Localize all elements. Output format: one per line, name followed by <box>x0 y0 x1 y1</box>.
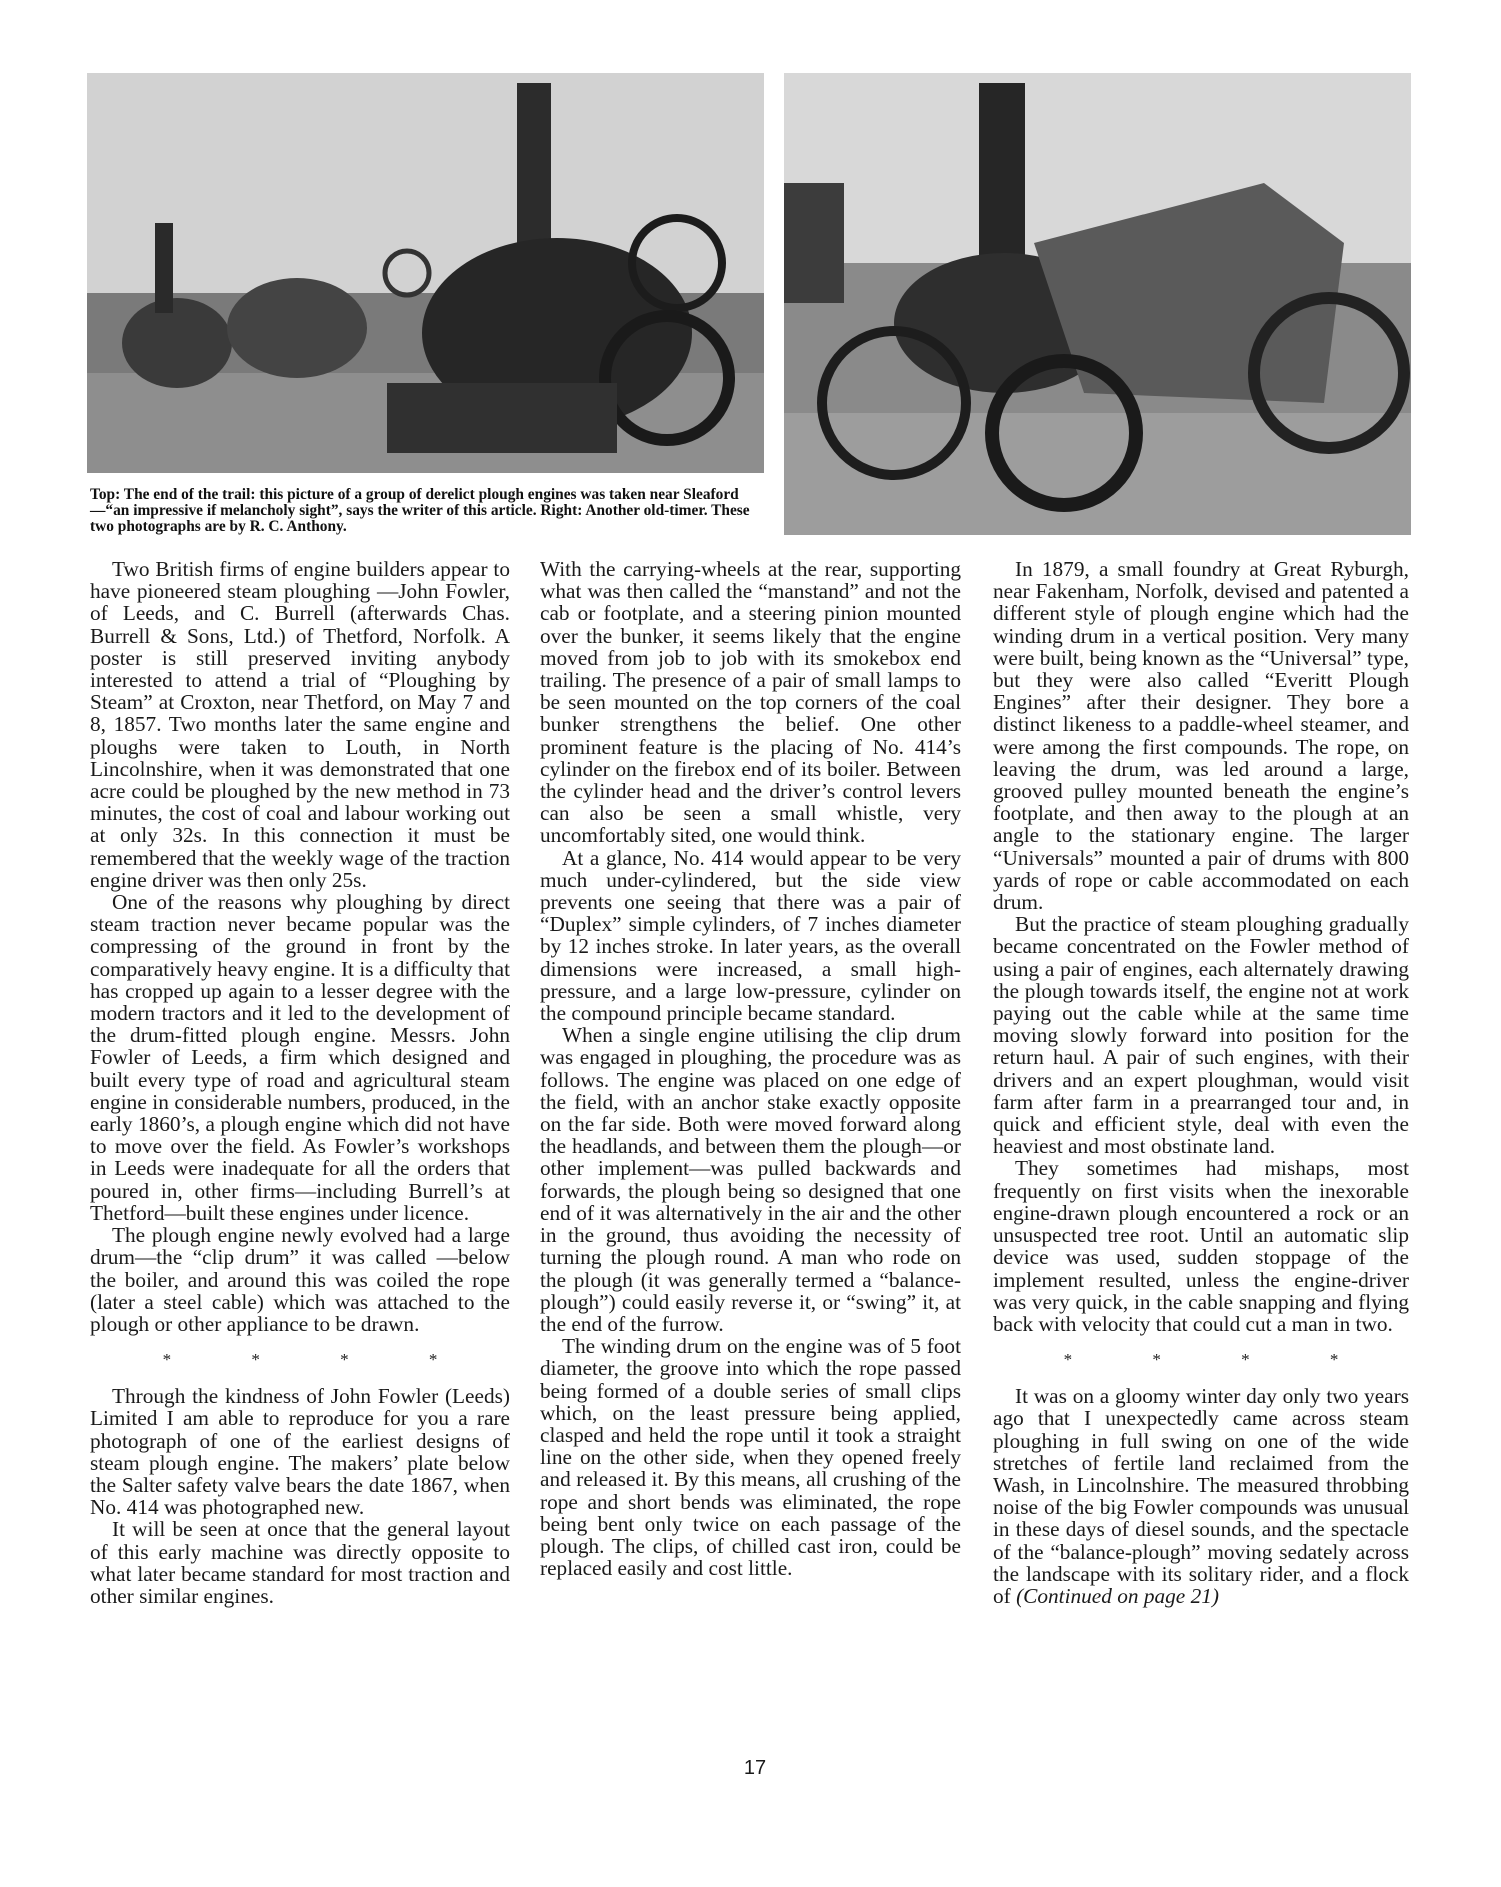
section-break-stars: * * * * <box>162 1350 476 1370</box>
paragraph: Two British firms of engine builders appear to have pioneered steam ploughing —John Fowler, of Leeds, and C. Burrell (afterwards Chas. Burrell & Sons, Ltd.) of Thetford, Norfolk. A poster is still preserved inviting anybody interested to attend a trial of “Ploughing by Steam” at Croxton, near Thetford, on May 7 and 8, 1857. Two months later the same engine and ploughs were taken to Louth, in North Lincolnshire, when it was demonstrated that one acre could be ploughed by the new method in 73 minutes, the cost of coal and labour working out at only 32s. In this connection it must be remembered that the weekly wage of the traction engine driver was then only 25s. <box>90 557 510 892</box>
caption-text-top: The end of the trail: this picture of a group of derelict plough engines was taken near Sleaford—“an impressive if melancholy sight”, says the writer of this article. <box>90 486 739 519</box>
article-column-3 <box>993 558 1409 1607</box>
caption-lead-right: Right: <box>536 502 583 519</box>
paragraph: They sometimes had mishaps, most frequently on first visits when the inexorable engine-drawn plough encountered a rock or an unsuspected tree root. Until an automatic slip device was used, sudden stoppage of the implement resulted, unless the engine-driver was very quick, in the cable snapping and flying back with velocity that could cut a man in two. <box>993 1156 1409 1336</box>
caption-text-right: Another old-timer. These two photographs are by R. C. Anthony. <box>90 502 750 535</box>
paragraph: It will be seen at once that the general layout of this early machine was directly opposite to what later became standard for most traction and other similar engines. <box>90 1517 510 1608</box>
paragraph <box>993 1385 1409 1607</box>
paragraph: The winding drum on the engine was of 5 foot diameter, the groove into which the rope passed being formed of a double series of small clips which, on the least pressure being applied, clasped and held the rope until it took a straight line on the other side, when they opened freely and released it. By this means, all crushing of the rope and short bends was eliminated, the rope being bent only twice on each passage of the plough. The clips, of chilled cast iron, could be replaced easily and cost little. <box>540 1334 961 1581</box>
photo-old-timer-engine <box>784 73 1411 535</box>
paragraph: At a glance, No. 414 would appear to be very much under-cylindered, but the side view prevents one seeing that there was a pair of “Duplex” simple cylinders, of 7 inches diameter by 12 inches stroke. In later years, as the overall dimensions were increased, a small high-pressure, and a large low-pressure, cylinder on the compound principle became standard. <box>540 845 961 1026</box>
continued-on-page-link: (Continued on page 21) <box>1016 1583 1219 1608</box>
paragraph: With the carrying-wheels at the rear, supporting what was then called the “manstand” and not the cab or footplate, and a steering pinion mounted over the bunker, it seems likely that the engine moved from job to job with its smokebox end trailing. The presence of a pair of small lamps to be seen mounted on the top corners of the coal bunker strengthens the belief. One other prominent feature is the placing of No. 414’s cylinder on the firebox end of its boiler. Between the cylinder head and the driver’s control levers can also be seen a small whistle, very uncomfortably sited, one would think. <box>540 557 961 848</box>
photo-old-timer-engine-image <box>784 73 1411 535</box>
photo-caption <box>90 487 760 535</box>
paragraph: When a single engine utilising the clip drum was engaged in ploughing, the procedure was as follows. The engine was placed on one edge of the field, with an anchor stake exactly opposite on the far side. Both were moved forward along the headlands, and between them the plough—or other implement—was pulled backwards and forwards, the plough being so designed that one end of it was alternatively in the air and the other in the ground, thus avoiding the necessity of turning the plough round. A man who rode on the plough (it was generally termed a “balance-plough”) could easily reverse it, or “swing” it, at the end of the furrow. <box>540 1023 961 1336</box>
article-column-1 <box>90 558 510 1607</box>
photo-derelict-plough-engines-image <box>87 73 764 473</box>
section-break-stars: * * * * <box>1063 1350 1377 1370</box>
paragraph: One of the reasons why ploughing by direct steam traction never became popular was the compressing of the ground in front by the comparatively heavy engine. It is a difficulty that has cropped up again to a lesser degree with the modern tractors and it led to the development of the drum-fitted plough engine. Messrs. John Fowler of Leeds, a firm which designed and built every type of road and agricultural steam engine in considerable numbers, produced, in the early 1860’s, a plough engine which did not have to move over the field. As Fowler’s workshops in Leeds were inadequate for all the orders that poured in, other firms—including Burrell’s at Thetford—built these engines under licence. <box>90 890 510 1225</box>
paragraph-text: It was on a gloomy winter day only two years ago that I unexpectedly came across steam ploughing in full swing on one of the wide stretches of fertile land reclaimed from the Wash, in Lincolnshire. The measured throbbing noise of the big Fowler compounds was unusual in these days of diesel sounds, and the spectacle of the “balance-plough” moving sedately across the landscape with its solitary rider, and a flock of <box>993 1384 1409 1608</box>
page-number: 17 <box>743 1757 767 1779</box>
caption-lead-top: Top: <box>90 486 121 503</box>
paragraph: But the practice of steam ploughing gradually became concentrated on the Fowler method of using a pair of engines, each alternately drawing the plough towards itself, the engine not at work paying out the cable while at the same time moving slowly forward into position for the return haul. A pair of such engines, with their drivers and an expert ploughman, would visit farm after farm in a prearranged tour and, in quick and efficient style, deal with even the heaviest and most obstinate land. <box>993 912 1409 1159</box>
article-column-2 <box>540 558 961 1579</box>
photo-derelict-plough-engines <box>87 73 764 473</box>
paragraph: In 1879, a small foundry at Great Ryburgh, near Fakenham, Norfolk, devised and patented a different style of plough engine which had the winding drum in a vertical position. Very many were built, being known as the “Universal” type, but they were also called “Everitt Plough Engines” after their designer. They bore a distinct likeness to a paddle-wheel steamer, and were among the first compounds. The rope, on leaving the drum, was led around a large, grooved pulley mounted beneath the engine’s footplate, and then away to the plough at an angle to the stationary engine. The larger “Universals” mounted a pair of drums with 800 yards of rope or cable accommodated on each drum. <box>993 557 1409 915</box>
paragraph: Through the kindness of John Fowler (Leeds) Limited I am able to reproduce for you a rare photograph of one of the earliest designs of steam plough engine. The makers’ plate below the Salter safety valve bears the date 1867, when No. 414 was photographed new. <box>90 1384 510 1520</box>
paragraph: The plough engine newly evolved had a large drum—the “clip drum” it was called —below the boiler, and around this was coiled the rope (later a steel cable) which was attached to the plough or other appliance to be drawn. <box>90 1223 510 1336</box>
